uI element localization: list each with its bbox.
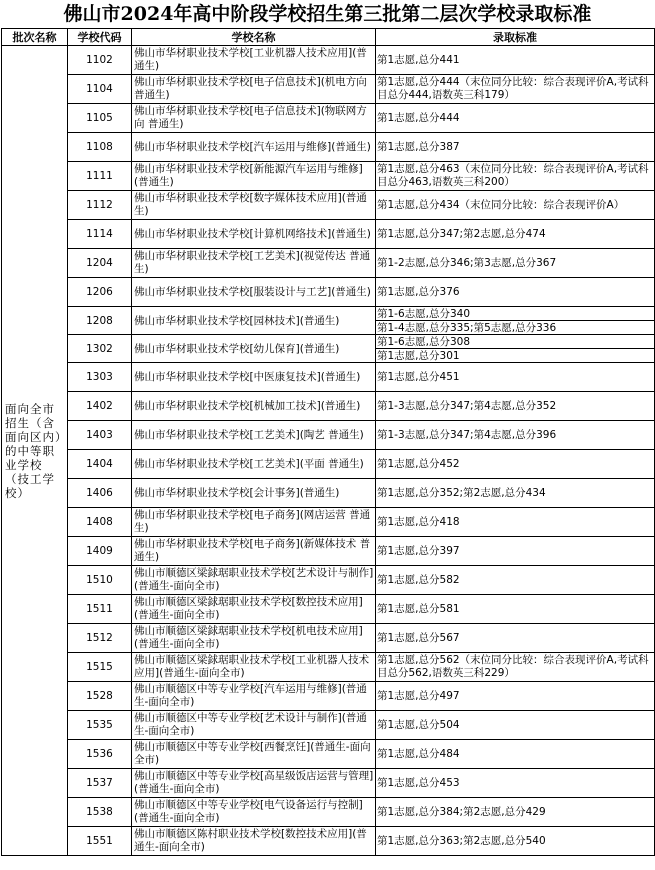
admission-standard-cell: 第1志愿,总分452 <box>376 450 655 479</box>
admission-standard-cell: 第1-3志愿,总分347;第4志愿,总分352 <box>376 392 655 421</box>
table-row <box>2 566 655 595</box>
admission-standard-cell: 第1-2志愿,总分346;第3志愿,总分367 <box>376 249 655 278</box>
table-row <box>2 278 655 307</box>
table-row <box>2 595 655 624</box>
admission-standard-cell: 第1志愿,总分352;第2志愿,总分434 <box>376 479 655 508</box>
school-name-cell: 佛山市顺德区梁銶琚职业技术学校[数控技术应用](普通生-面向全市) <box>132 595 376 624</box>
admission-standard-cell: 第1志愿,总分434（末位同分比较：综合表现评价A） <box>376 191 655 220</box>
table-row <box>2 653 655 682</box>
school-name-cell: 佛山市华材职业技术学校[机械加工技术](普通生) <box>132 392 376 421</box>
school-code-cell: 1403 <box>68 421 132 450</box>
admission-standard-cell: 第1志愿,总分387 <box>376 133 655 162</box>
school-code-cell: 1536 <box>68 740 132 769</box>
school-code-cell: 1302 <box>68 335 132 363</box>
table-row <box>2 46 655 75</box>
table-row <box>2 827 655 856</box>
admission-standard-cell: 第1志愿,总分418 <box>376 508 655 537</box>
admission-standard-cell: 第1志愿,总分441 <box>376 46 655 75</box>
admission-standard-cell: 第1志愿,总分376 <box>376 278 655 307</box>
school-name-cell: 佛山市华材职业技术学校[工艺美术](视觉传达 普通生) <box>132 249 376 278</box>
table-header-row <box>2 29 655 46</box>
school-code-cell: 1111 <box>68 162 132 191</box>
school-name-cell: 佛山市华材职业技术学校[计算机网络技术](普通生) <box>132 220 376 249</box>
school-code-cell: 1528 <box>68 682 132 711</box>
header-school-code: 学校代码 <box>68 29 132 46</box>
admission-standard-cell: 第1志愿,总分562（末位同分比较：综合表现评价A,考试科目总分562,语数英三科229） <box>376 653 655 682</box>
school-code-cell: 1515 <box>68 653 132 682</box>
admission-standard-cell: 第1志愿,总分444 <box>376 104 655 133</box>
table-row <box>2 740 655 769</box>
admission-standard-cell: 第1志愿,总分451 <box>376 363 655 392</box>
admission-standard-cell: 第1-4志愿,总分335;第5志愿,总分336 <box>376 321 655 335</box>
admission-standard-cell: 第1志愿,总分497 <box>376 682 655 711</box>
table-body <box>2 46 655 856</box>
table-row <box>2 75 655 104</box>
admission-standard-cell: 第1志愿,总分463（末位同分比较：综合表现评价A,考试科目总分463,语数英三科200） <box>376 162 655 191</box>
table-row <box>2 335 655 349</box>
table-row <box>2 682 655 711</box>
table-row <box>2 711 655 740</box>
admission-standard-cell: 第1志愿,总分484 <box>376 740 655 769</box>
table-row <box>2 220 655 249</box>
table-row <box>2 508 655 537</box>
table-row <box>2 392 655 421</box>
admission-standard-cell: 第1-6志愿,总分340 <box>376 307 655 321</box>
school-code-cell: 1406 <box>68 479 132 508</box>
table-row <box>2 450 655 479</box>
header-school-name: 学校名称 <box>132 29 376 46</box>
school-code-cell: 1402 <box>68 392 132 421</box>
table-row <box>2 191 655 220</box>
table-row <box>2 798 655 827</box>
school-code-cell: 1510 <box>68 566 132 595</box>
admission-table <box>1 28 655 856</box>
admission-standard-cell: 第1志愿,总分581 <box>376 595 655 624</box>
school-name-cell: 佛山市顺德区陈村职业技术学校[数控技术应用](普通生-面向全市) <box>132 827 376 856</box>
admission-standard-cell: 第1志愿,总分363;第2志愿,总分540 <box>376 827 655 856</box>
school-code-cell: 1105 <box>68 104 132 133</box>
school-name-cell: 佛山市顺德区中等专业学校[高星级饭店运营与管理](普通生-面向全市) <box>132 769 376 798</box>
admission-standard-cell: 第1志愿,总分444（末位同分比较：综合表现评价A,考试科目总分444,语数英三科179） <box>376 75 655 104</box>
school-name-cell: 佛山市华材职业技术学校[会计事务](普通生) <box>132 479 376 508</box>
admission-standard-cell: 第1-6志愿,总分308 <box>376 335 655 349</box>
school-code-cell: 1208 <box>68 307 132 335</box>
school-code-cell: 1102 <box>68 46 132 75</box>
table-row <box>2 133 655 162</box>
school-code-cell: 1204 <box>68 249 132 278</box>
admission-standard-cell: 第1志愿,总分504 <box>376 711 655 740</box>
admission-standard-cell: 第1志愿,总分384;第2志愿,总分429 <box>376 798 655 827</box>
school-name-cell: 佛山市顺德区中等专业学校[汽车运用与维修](普通生-面向全市) <box>132 682 376 711</box>
admission-standard-cell: 第1志愿,总分397 <box>376 537 655 566</box>
admission-standard-cell: 第1志愿,总分582 <box>376 566 655 595</box>
school-name-cell: 佛山市华材职业技术学校[电子商务](新媒体技术 普通生) <box>132 537 376 566</box>
school-code-cell: 1512 <box>68 624 132 653</box>
school-code-cell: 1404 <box>68 450 132 479</box>
school-code-cell: 1409 <box>68 537 132 566</box>
table-row <box>2 769 655 798</box>
school-name-cell: 佛山市顺德区梁銶琚职业技术学校[艺术设计与制作](普通生-面向全市) <box>132 566 376 595</box>
school-code-cell: 1535 <box>68 711 132 740</box>
school-code-cell: 1114 <box>68 220 132 249</box>
school-code-cell: 1108 <box>68 133 132 162</box>
batch-name-cell: 面向全市招生（含面向区内）的中等职业学校（技工学校） <box>2 46 68 856</box>
school-code-cell: 1511 <box>68 595 132 624</box>
table-row <box>2 307 655 321</box>
school-name-cell: 佛山市华材职业技术学校[工业机器人技术应用](普通生) <box>132 46 376 75</box>
table-row <box>2 479 655 508</box>
school-name-cell: 佛山市华材职业技术学校[园林技术](普通生) <box>132 307 376 335</box>
admission-standard-cell: 第1志愿,总分347;第2志愿,总分474 <box>376 220 655 249</box>
table-row <box>2 162 655 191</box>
school-name-cell: 佛山市顺德区梁銶琚职业技术学校[工业机器人技术应用](普通生-面向全市) <box>132 653 376 682</box>
page-title: 佛山市2024年高中阶段学校招生第三批第二层次学校录取标准 <box>63 3 592 25</box>
school-name-cell: 佛山市华材职业技术学校[幼儿保育](普通生) <box>132 335 376 363</box>
school-code-cell: 1538 <box>68 798 132 827</box>
school-name-cell: 佛山市华材职业技术学校[服装设计与工艺](普通生) <box>132 278 376 307</box>
school-code-cell: 1408 <box>68 508 132 537</box>
table-row <box>2 537 655 566</box>
school-code-cell: 1104 <box>68 75 132 104</box>
school-code-cell: 1303 <box>68 363 132 392</box>
table-row <box>2 363 655 392</box>
school-name-cell: 佛山市华材职业技术学校[工艺美术](陶艺 普通生) <box>132 421 376 450</box>
table-row <box>2 249 655 278</box>
header-admission-standard: 录取标准 <box>376 29 655 46</box>
school-name-cell: 佛山市顺德区中等专业学校[电气设备运行与控制](普通生-面向全市) <box>132 798 376 827</box>
school-name-cell: 佛山市华材职业技术学校[电子信息技术](物联网方向 普通生) <box>132 104 376 133</box>
school-name-cell: 佛山市华材职业技术学校[电子信息技术](机电方向 普通生) <box>132 75 376 104</box>
school-code-cell: 1206 <box>68 278 132 307</box>
table-row <box>2 624 655 653</box>
table-row <box>2 421 655 450</box>
school-code-cell: 1551 <box>68 827 132 856</box>
school-name-cell: 佛山市华材职业技术学校[工艺美术](平面 普通生) <box>132 450 376 479</box>
school-name-cell: 佛山市顺德区梁銶琚职业技术学校[机电技术应用](普通生-面向全市) <box>132 624 376 653</box>
school-name-cell: 佛山市华材职业技术学校[中医康复技术](普通生) <box>132 363 376 392</box>
school-code-cell: 1537 <box>68 769 132 798</box>
admission-standard-cell: 第1志愿,总分453 <box>376 769 655 798</box>
school-name-cell: 佛山市顺德区中等专业学校[西餐烹饪](普通生-面向全市) <box>132 740 376 769</box>
school-code-cell: 1112 <box>68 191 132 220</box>
admission-standard-cell: 第1志愿,总分301 <box>376 349 655 363</box>
school-name-cell: 佛山市华材职业技术学校[数字媒体技术应用](普通生) <box>132 191 376 220</box>
table-row <box>2 104 655 133</box>
school-name-cell: 佛山市华材职业技术学校[汽车运用与维修](普通生) <box>132 133 376 162</box>
school-name-cell: 佛山市华材职业技术学校[电子商务](网店运营 普通生) <box>132 508 376 537</box>
school-name-cell: 佛山市华材职业技术学校[新能源汽车运用与维修](普通生) <box>132 162 376 191</box>
admission-standard-cell: 第1-3志愿,总分347;第4志愿,总分396 <box>376 421 655 450</box>
admission-standard-cell: 第1志愿,总分567 <box>376 624 655 653</box>
header-batch: 批次名称 <box>2 29 68 46</box>
school-name-cell: 佛山市顺德区中等专业学校[艺术设计与制作](普通生-面向全市) <box>132 711 376 740</box>
